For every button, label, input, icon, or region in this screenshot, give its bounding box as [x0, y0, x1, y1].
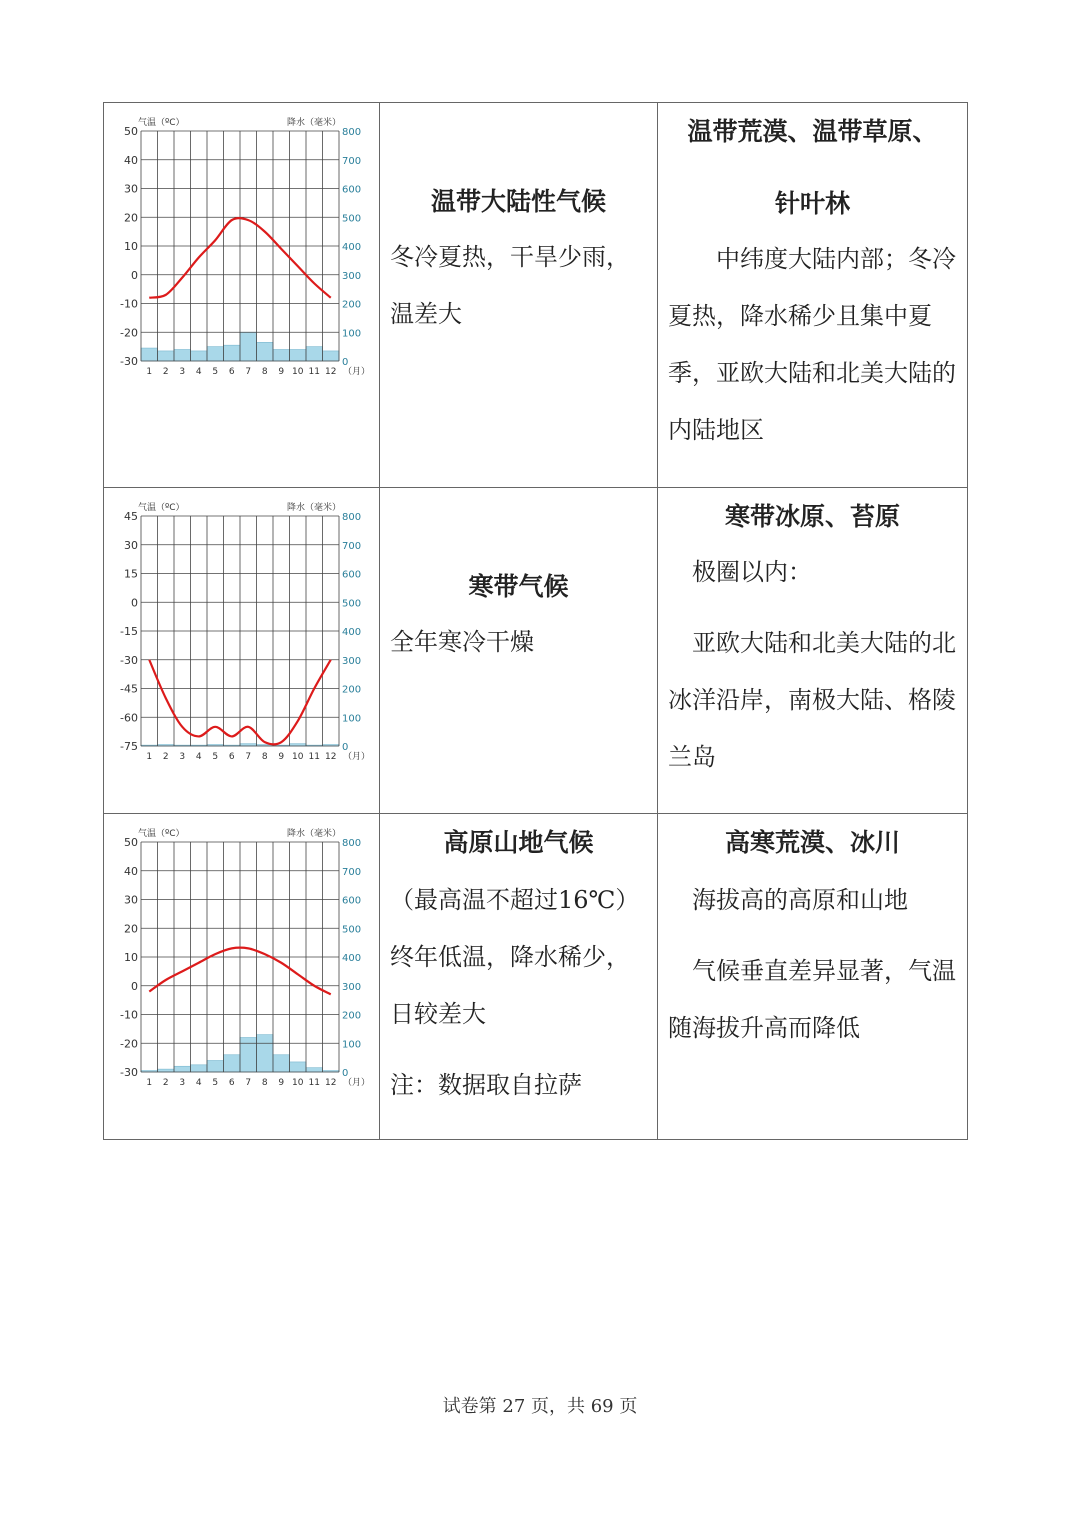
month-tick-label: 2: [162, 752, 169, 762]
month-tick-label: 2: [162, 367, 169, 377]
climate-description: （最高温不超过16℃）终年低温，降水稀少，日较差大: [390, 886, 640, 1028]
precip-bar: [240, 332, 257, 361]
temp-tick-label: -20: [120, 326, 138, 340]
precip-bar: [306, 347, 323, 361]
climate-table: [103, 102, 968, 1140]
temp-tick-label: 15: [124, 567, 138, 581]
month-tick-label: 8: [261, 1078, 268, 1088]
temp-tick-label: 40: [124, 153, 138, 167]
temp-tick-label: -10: [120, 1008, 138, 1022]
temp-axis-label: 气温（ºC）: [138, 829, 185, 839]
vegetation-name-line2: 针叶林: [774, 189, 850, 218]
month-tick-label: 11: [308, 752, 320, 762]
vegetation-name-line1: 温带荒漠、温带草原、: [687, 117, 938, 146]
precip-tick-label: 200: [342, 684, 362, 696]
precip-tick-label: 0: [342, 357, 349, 368]
precip-tick-label: 600: [342, 895, 362, 907]
month-tick-label: 9: [278, 1078, 285, 1088]
temp-tick-label: -30: [120, 653, 138, 667]
month-unit-label: （月）: [343, 1078, 371, 1088]
precip-bar: [273, 1055, 290, 1072]
precip-tick-label: 300: [342, 655, 362, 667]
vegetation-name: 寒带冰原、苔原: [724, 502, 900, 531]
month-tick-label: 12: [325, 367, 337, 377]
month-tick-label: 3: [179, 752, 186, 762]
precip-axis-label: 降水（毫米）: [286, 829, 341, 839]
month-tick-label: 7: [245, 367, 252, 377]
precip-tick-label: 400: [342, 242, 362, 253]
chart-cell: [104, 103, 380, 488]
month-tick-label: 4: [195, 367, 202, 377]
month-tick-label: 6: [228, 752, 235, 762]
temp-tick-label: 20: [124, 922, 138, 936]
climate-chart-container: [104, 814, 379, 1104]
precip-tick-label: 100: [342, 1039, 362, 1051]
month-tick-label: 4: [195, 752, 202, 762]
precip-tick-label: 500: [342, 213, 362, 225]
precip-tick-label: 800: [342, 127, 362, 138]
month-tick-label: 7: [245, 1078, 252, 1088]
month-tick-label: 9: [278, 752, 285, 762]
month-tick-label: 11: [308, 367, 320, 377]
precip-tick-label: 0: [342, 1068, 349, 1079]
temp-tick-label: -60: [120, 711, 138, 725]
precip-tick-label: 200: [342, 299, 362, 311]
temp-tick-label: 0: [131, 268, 138, 282]
precip-bar: [224, 1055, 241, 1072]
precip-tick-label: 700: [342, 540, 362, 552]
precip-bar: [257, 342, 274, 361]
month-tick-label: 1: [146, 752, 153, 762]
temp-tick-label: 30: [124, 893, 138, 907]
month-tick-label: 12: [325, 1078, 337, 1088]
vegetation-cell: [658, 488, 968, 814]
temp-axis-label: 气温（ºC）: [138, 118, 185, 128]
month-tick-label: 6: [228, 367, 235, 377]
temp-tick-label: -30: [120, 1066, 138, 1079]
precip-bar: [158, 351, 175, 361]
temp-tick-label: -20: [120, 1037, 138, 1051]
climate-chart-polar: [104, 488, 379, 778]
month-tick-label: 4: [195, 1078, 202, 1088]
temp-tick-label: 10: [124, 951, 138, 964]
precip-bar: [306, 1068, 323, 1072]
precip-bar: [191, 1065, 208, 1072]
table-row: [104, 814, 968, 1140]
temp-tick-label: 45: [124, 510, 138, 523]
distribution-text-2: 气候垂直差异显著，气温随海拔升高而降低: [668, 957, 956, 1042]
month-tick-label: 5: [212, 1078, 219, 1088]
distribution-text: 中纬度大陆内部；冬冷夏热，降水稀少且集中夏季，亚欧大陆和北美大陆的内陆地区: [668, 245, 956, 444]
month-tick-label: 12: [325, 752, 337, 762]
distribution-text-1: 极圈以内：: [692, 558, 812, 586]
precip-tick-label: 0: [342, 742, 349, 753]
precip-bar: [207, 1061, 224, 1073]
precip-bar: [257, 1035, 274, 1072]
distribution-text-1: 海拔高的高原和山地: [692, 886, 908, 914]
temp-tick-label: -10: [120, 297, 138, 311]
month-tick-label: 11: [308, 1078, 320, 1088]
temp-tick-label: 40: [124, 864, 138, 878]
precip-tick-label: 500: [342, 924, 362, 936]
precip-tick-label: 600: [342, 569, 362, 581]
month-tick-label: 5: [212, 367, 219, 377]
precip-tick-label: 300: [342, 981, 362, 993]
climate-cell: [380, 814, 658, 1140]
vegetation-cell: [658, 814, 968, 1140]
precip-tick-label: 500: [342, 598, 362, 610]
precip-bar: [224, 345, 241, 361]
month-tick-label: 6: [228, 1078, 235, 1088]
climate-chart-container: [104, 488, 379, 778]
precip-bar: [174, 350, 191, 362]
temp-tick-label: 30: [124, 182, 138, 196]
climate-note: 注：数据取自拉萨: [390, 1071, 582, 1099]
vegetation-name: 高寒荒漠、冰川: [724, 828, 900, 857]
month-tick-label: 1: [146, 367, 153, 377]
precip-bar: [240, 1038, 257, 1073]
climate-chart-temperate-continental: [104, 103, 379, 393]
precip-tick-label: 800: [342, 838, 362, 849]
precip-axis-label: 降水（毫米）: [286, 118, 341, 128]
month-tick-label: 3: [179, 367, 186, 377]
precip-tick-label: 400: [342, 953, 362, 964]
vegetation-cell: [658, 103, 968, 488]
month-tick-label: 10: [292, 1078, 304, 1088]
temp-tick-label: 10: [124, 240, 138, 253]
temp-tick-label: -75: [120, 740, 138, 753]
page-footer: 试卷第 27 页，共 69 页: [442, 1396, 638, 1417]
temp-tick-label: -30: [120, 355, 138, 368]
precip-tick-label: 800: [342, 512, 362, 523]
precip-tick-label: 600: [342, 184, 362, 196]
month-unit-label: （月）: [343, 367, 371, 377]
precip-tick-label: 400: [342, 627, 362, 638]
distribution-text-2: 亚欧大陆和北美大陆的北冰洋沿岸，南极大陆、格陵兰岛: [668, 629, 956, 771]
temp-tick-label: 50: [124, 836, 138, 849]
precip-bar: [174, 1066, 191, 1072]
temp-axis-label: 气温（ºC）: [138, 503, 185, 513]
table-row: [104, 103, 968, 488]
climate-chart-container: [104, 103, 379, 393]
month-tick-label: 5: [212, 752, 219, 762]
precip-tick-label: 100: [342, 328, 362, 340]
precip-tick-label: 700: [342, 866, 362, 878]
temp-tick-label: 50: [124, 125, 138, 138]
month-tick-label: 3: [179, 1078, 186, 1088]
month-tick-label: 1: [146, 1078, 153, 1088]
precip-bar: [273, 350, 290, 362]
climate-chart-plateau: [104, 814, 379, 1104]
climate-description: 全年寒冷干燥: [390, 628, 534, 656]
climate-description: 冬冷夏热，干旱少雨，温差大: [390, 243, 630, 328]
month-tick-label: 2: [162, 1078, 169, 1088]
month-unit-label: （月）: [343, 752, 371, 762]
temp-tick-label: -45: [120, 682, 138, 696]
precip-tick-label: 100: [342, 713, 362, 725]
temp-tick-label: -15: [120, 625, 138, 638]
climate-name: 寒带气候: [468, 572, 569, 601]
table-row: [104, 488, 968, 814]
month-tick-label: 10: [292, 752, 304, 762]
chart-cell: [104, 488, 380, 814]
month-tick-label: 9: [278, 367, 285, 377]
precip-tick-label: 700: [342, 155, 362, 167]
climate-cell: [380, 103, 658, 488]
temp-tick-label: 20: [124, 211, 138, 225]
precip-bar: [290, 1062, 307, 1072]
chart-cell: [104, 814, 380, 1140]
temp-tick-label: 0: [131, 596, 138, 610]
month-tick-label: 8: [261, 367, 268, 377]
temp-tick-label: 30: [124, 538, 138, 552]
temp-tick-label: 0: [131, 979, 138, 993]
precip-bar: [207, 347, 224, 361]
climate-name: 高原山地气候: [443, 828, 594, 857]
precip-bar: [323, 351, 340, 361]
precip-tick-label: 200: [342, 1010, 362, 1022]
precip-bar: [191, 351, 208, 361]
climate-name: 温带大陆性气候: [430, 187, 606, 216]
precip-bar: [290, 350, 307, 362]
month-tick-label: 10: [292, 367, 304, 377]
precip-bar: [158, 1069, 175, 1072]
precip-tick-label: 300: [342, 270, 362, 282]
precip-bar: [141, 348, 158, 361]
climate-cell: [380, 488, 658, 814]
month-tick-label: 8: [261, 752, 268, 762]
month-tick-label: 7: [245, 752, 252, 762]
precip-axis-label: 降水（毫米）: [286, 503, 341, 513]
